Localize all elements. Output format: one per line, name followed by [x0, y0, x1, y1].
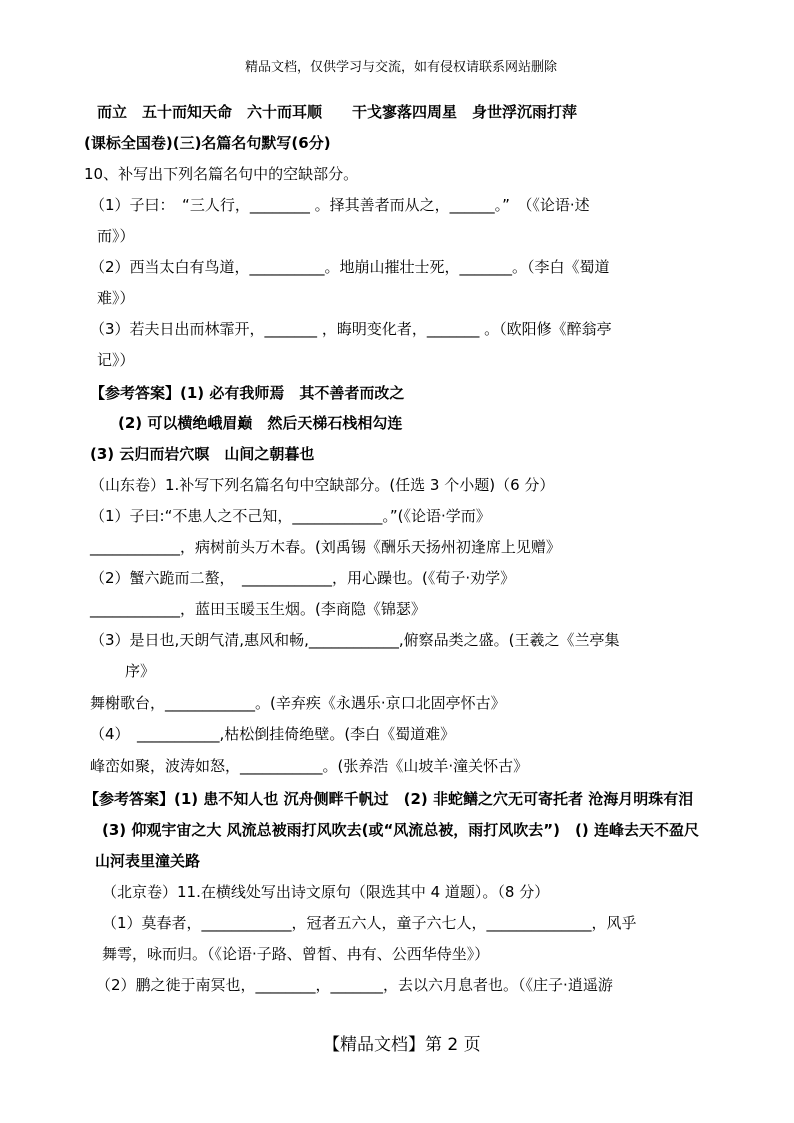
section-heading: （北京卷）11.在横线处写出诗文原句（限选其中 4 道题）。（8 分）	[102, 883, 550, 901]
question-item: （3）是日也,天朗气清,惠风和畅,____________,俯察品类之盛。(王羲之《兰亭集	[90, 631, 620, 649]
question-item-cont: 舞雩，咏而归。（《论语·子路、曾皙、冉有、公西华侍坐》）	[102, 945, 490, 963]
answer-line: (2) 可以横绝峨眉巅 然后天梯石栈相勾连	[118, 414, 403, 432]
question-item-cont: 记》）	[97, 351, 135, 369]
text-line: 而立 五十而知天命 六十而耳顺 干戈寥落四周星 身世浮沉雨打萍	[97, 103, 578, 121]
question-item: 舞榭歌台，____________。(辛弃疾《永遇乐·京口北固亭怀古》	[90, 694, 506, 712]
question-item-cont: 序》	[125, 662, 156, 680]
answer-line: (3) 云归而岩穴暝 山间之朝暮也	[90, 445, 315, 463]
question-item: （2）西当太白有鸟道，__________。地崩山摧壮士死，_______。（李白《蜀道	[90, 258, 610, 276]
answer-line: 【参考答案】(1) 必有我师焉 其不善者而改之	[90, 384, 405, 402]
question-item-cont: 而》）	[97, 227, 135, 245]
answer-line: 山河表里潼关路	[95, 852, 201, 870]
question-item: （1）子曰： “三人行，________ 。择其善者而从之，______。” （《论语·述	[90, 196, 590, 214]
question-item: （2）蟹六跪而二螯， ____________，用心躁也。(《荀子·劝学》	[90, 569, 516, 587]
answer-line: 【参考答案】(1) 患不知人也 沉舟侧畔千帆过 (2) 非蛇鳝之穴无可寄托者 沧海月明珠有泪	[84, 790, 694, 808]
question-item: （3）若夫日出而林霏开，_______ ，晦明变化者，_______ 。（欧阳修《醉翁亭	[90, 320, 612, 338]
question-item: ____________，蓝田玉暖玉生烟。(李商隐《锦瑟》	[90, 600, 426, 618]
page-footer: 【精品文档】第 2 页	[323, 1035, 481, 1055]
section-heading: (课标全国卷)(三)名篇名句默写(6分)	[84, 134, 331, 152]
question-item: （2）鹏之徙于南冥也，________，_______，去以六月息者也。（《庄子·逍遥游	[96, 976, 613, 994]
question-item-cont: 难》）	[97, 289, 135, 307]
page-header: 精品文档，仅供学习与交流，如有侵权请联系网站删除	[245, 60, 558, 75]
question-item: （4） ___________,枯松倒挂倚绝壁。(李白《蜀道难》	[90, 725, 456, 743]
question-title: 10、补写出下列名篇名句中的空缺部分。	[84, 165, 359, 183]
question-item: ____________，病树前头万木春。(刘禹锡《酬乐天扬州初逢席上见赠》	[90, 538, 561, 556]
question-item: 峰峦如聚，波涛如怒，___________。(张养浩《山坡羊·潼关怀古》	[90, 757, 529, 775]
section-heading: （山东卷）1.补写下列名篇名句中空缺部分。(任选 3 个小题)（6 分）	[90, 476, 555, 494]
question-item: （1）莫春者，____________，冠者五六人，童子六七人，______________，风乎	[102, 914, 637, 932]
answer-line: (3) 仰观宇宙之大 风流总被雨打风吹去(或“风流总被，雨打风吹去”) () 连峰去天不盈尺	[102, 821, 699, 839]
question-item: （1）子曰:“不患人之不己知，____________。”(《论语·学而》	[90, 507, 491, 525]
